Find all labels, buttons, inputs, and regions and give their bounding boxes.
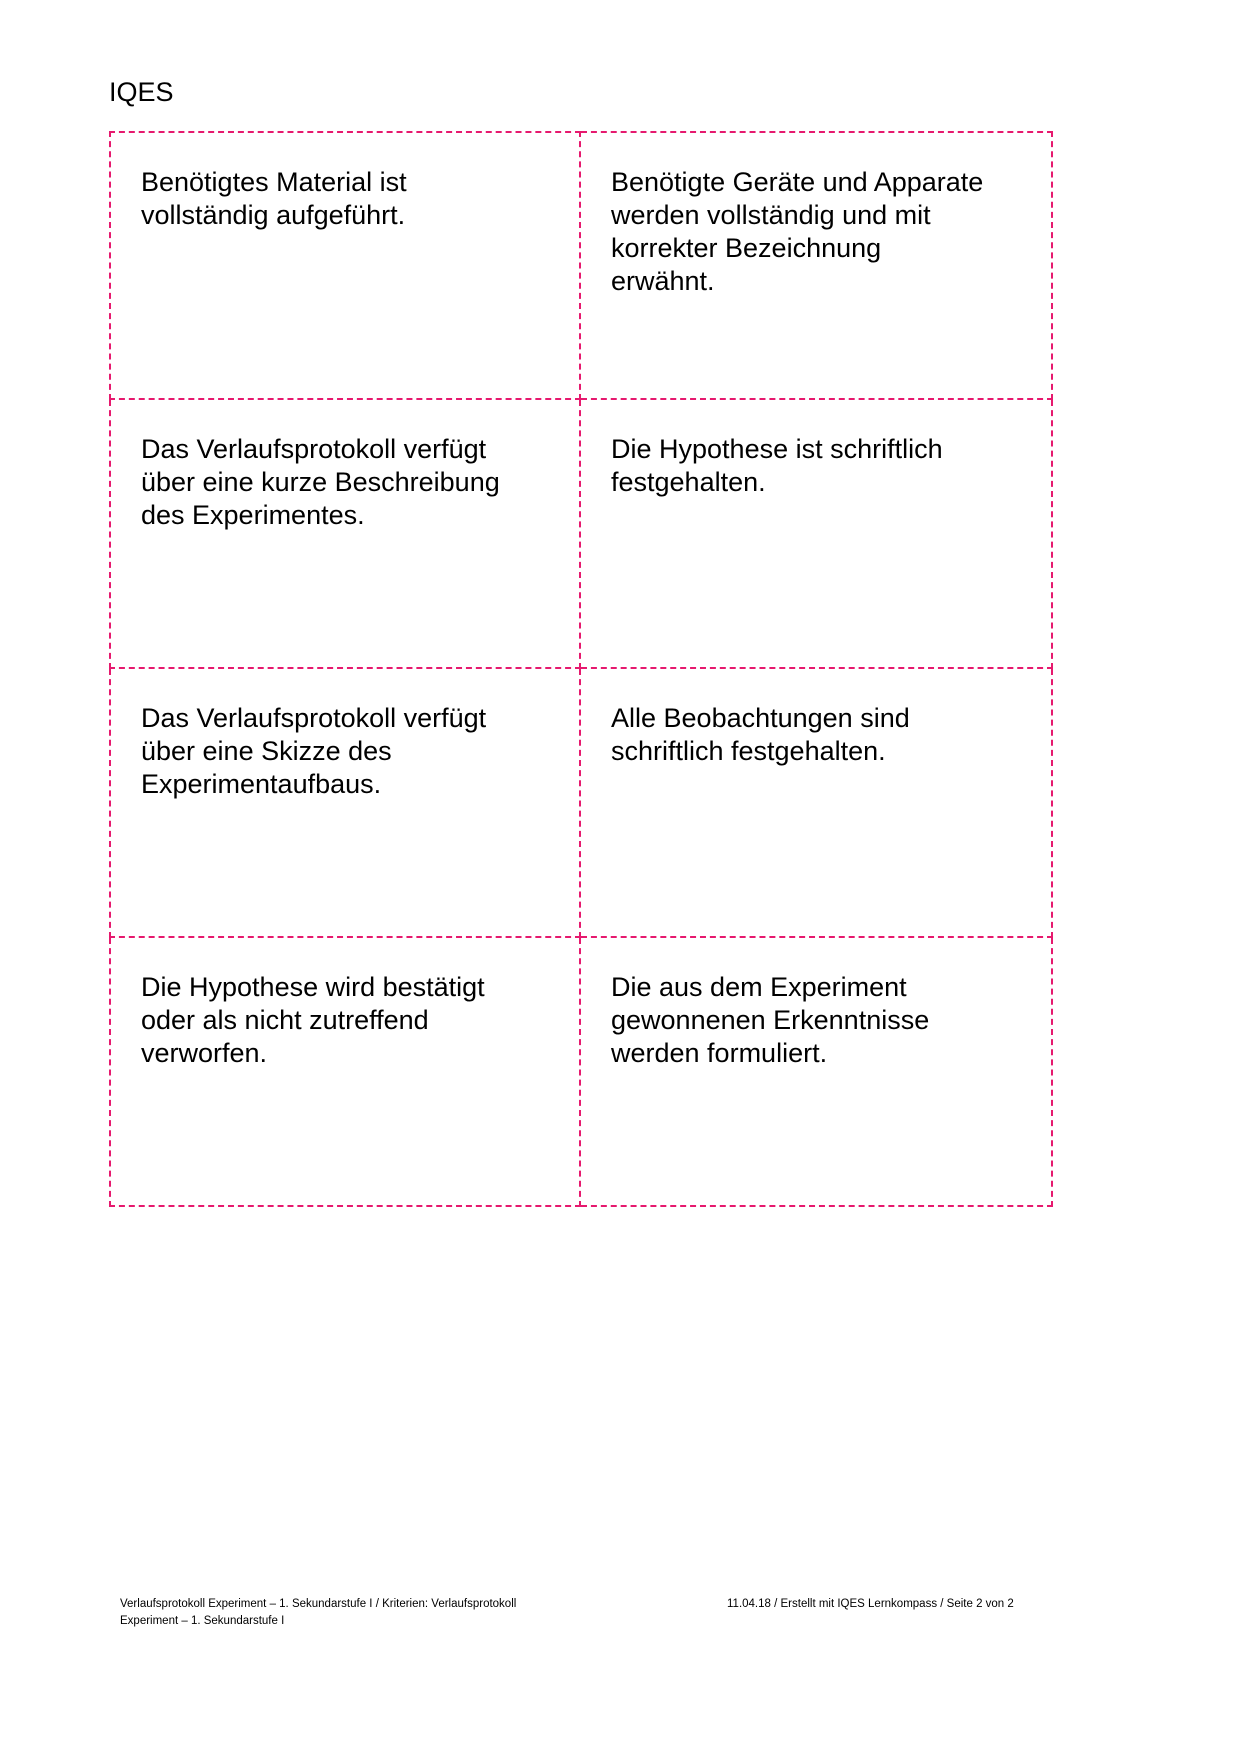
criteria-card: Benötigte Geräte und Apparate werden vollständig und mit korrekter Bezeichnung erwähnt.	[581, 131, 1053, 400]
footer-document-title: Verlaufsprotokoll Experiment – 1. Sekundarstufe I / Kriterien: Verlaufsprotokoll Experiment – 1. Sekundarstufe I	[120, 1598, 517, 1627]
brand-logo-text: IQES	[109, 77, 174, 107]
criteria-card-grid	[109, 131, 1053, 1207]
criteria-card: Die Hypothese wird bestätigt oder als nicht zutreffend verworfen.	[109, 938, 581, 1207]
criteria-card: Das Verlaufsprotokoll verfügt über eine kurze Beschreibung des Experimentes.	[109, 400, 581, 669]
criteria-card: Das Verlaufsprotokoll verfügt über eine Skizze des Experimentaufbaus.	[109, 669, 581, 938]
criteria-card: Alle Beobachtungen sind schriftlich festgehalten.	[581, 669, 1053, 938]
criteria-card: Die aus dem Experiment gewonnenen Erkenntnisse werden formuliert.	[581, 938, 1053, 1207]
footer-page-info: 11.04.18 / Erstellt mit IQES Lernkompass / Seite 2 von 2	[727, 1598, 1014, 1610]
criteria-card: Die Hypothese ist schriftlich festgehalten.	[581, 400, 1053, 669]
criteria-card: Benötigtes Material ist vollständig aufgeführt.	[109, 131, 581, 400]
